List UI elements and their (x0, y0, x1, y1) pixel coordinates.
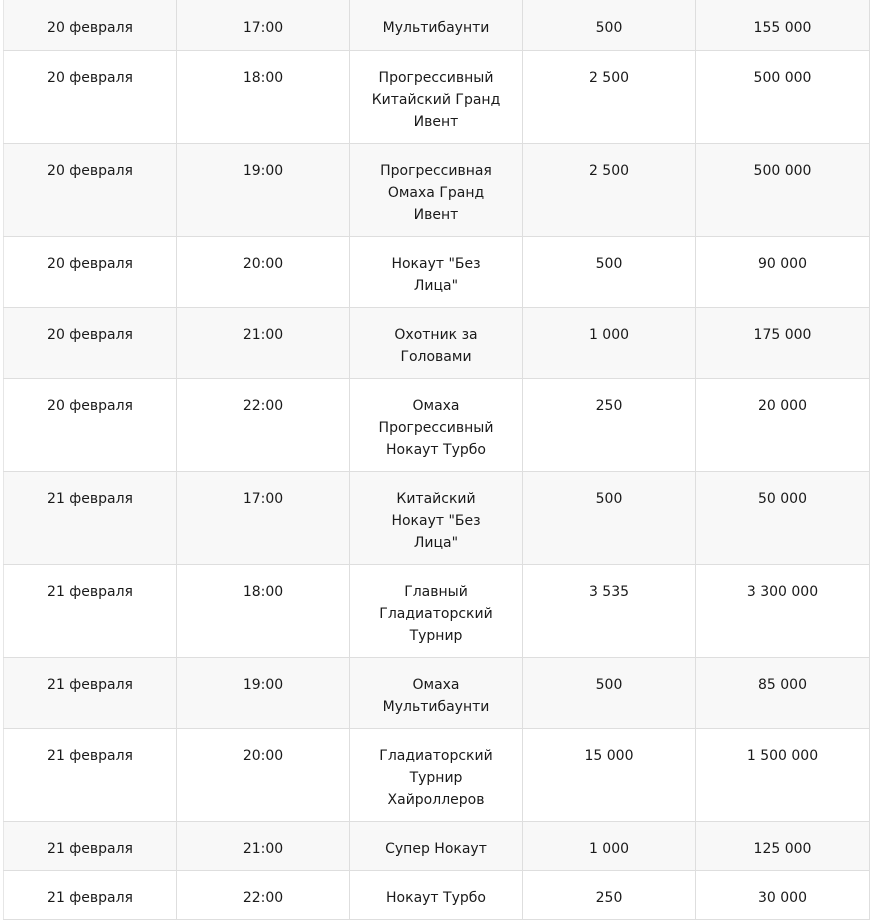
time-cell: 20:00 (177, 236, 350, 307)
tournament-name-cell: Супер Нокаут (350, 821, 523, 870)
time-cell: 20:00 (177, 728, 350, 821)
table-row (4, 728, 870, 821)
time-cell: 22:00 (177, 378, 350, 471)
time-cell: 17:00 (177, 0, 350, 50)
guarantee-cell: 3 300 000 (696, 564, 870, 657)
buyin-cell: 2 500 (523, 143, 696, 236)
guarantee-cell: 50 000 (696, 471, 870, 564)
guarantee-cell: 500 000 (696, 143, 870, 236)
buyin-cell: 250 (523, 870, 696, 919)
buyin-cell: 500 (523, 471, 696, 564)
table-row (4, 564, 870, 657)
table-row (4, 378, 870, 471)
time-cell: 18:00 (177, 50, 350, 143)
date-cell: 21 февраля (4, 728, 177, 821)
time-cell: 21:00 (177, 821, 350, 870)
tournament-name-cell: Омаха Мультибаунти (350, 657, 523, 728)
table-row (4, 50, 870, 143)
date-cell: 21 февраля (4, 657, 177, 728)
guarantee-cell: 500 000 (696, 50, 870, 143)
date-cell: 20 февраля (4, 307, 177, 378)
buyin-cell: 15 000 (523, 728, 696, 821)
tournament-name-cell: Прогрессивный Китайский Гранд Ивент (350, 50, 523, 143)
buyin-cell: 500 (523, 236, 696, 307)
guarantee-cell: 30 000 (696, 870, 870, 919)
guarantee-cell: 85 000 (696, 657, 870, 728)
guarantee-cell: 155 000 (696, 0, 870, 50)
guarantee-cell: 20 000 (696, 378, 870, 471)
tournament-name-cell: Нокаут Турбо (350, 870, 523, 919)
date-cell: 20 февраля (4, 236, 177, 307)
time-cell: 19:00 (177, 657, 350, 728)
guarantee-cell: 1 500 000 (696, 728, 870, 821)
time-cell: 22:00 (177, 870, 350, 919)
table-row (4, 307, 870, 378)
tournament-schedule-table (3, 0, 870, 920)
guarantee-cell: 175 000 (696, 307, 870, 378)
date-cell: 20 февраля (4, 0, 177, 50)
date-cell: 20 февраля (4, 143, 177, 236)
buyin-cell: 3 535 (523, 564, 696, 657)
table-row (4, 821, 870, 870)
guarantee-cell: 90 000 (696, 236, 870, 307)
buyin-cell: 500 (523, 0, 696, 50)
table-row (4, 471, 870, 564)
date-cell: 21 февраля (4, 564, 177, 657)
table-row (4, 0, 870, 50)
tournament-name-cell: Китайский Нокаут "Без Лица" (350, 471, 523, 564)
date-cell: 20 февраля (4, 50, 177, 143)
table-row (4, 870, 870, 919)
table-row (4, 143, 870, 236)
buyin-cell: 1 000 (523, 821, 696, 870)
time-cell: 17:00 (177, 471, 350, 564)
buyin-cell: 1 000 (523, 307, 696, 378)
time-cell: 18:00 (177, 564, 350, 657)
date-cell: 20 февраля (4, 378, 177, 471)
time-cell: 19:00 (177, 143, 350, 236)
table-row (4, 657, 870, 728)
date-cell: 21 февраля (4, 870, 177, 919)
buyin-cell: 250 (523, 378, 696, 471)
buyin-cell: 2 500 (523, 50, 696, 143)
tournament-name-cell: Гладиаторский Турнир Хайроллеров (350, 728, 523, 821)
date-cell: 21 февраля (4, 821, 177, 870)
tournament-name-cell: Охотник за Головами (350, 307, 523, 378)
table-row (4, 236, 870, 307)
tournament-name-cell: Главный Гладиаторский Турнир (350, 564, 523, 657)
tournament-name-cell: Омаха Прогрессивный Нокаут Турбо (350, 378, 523, 471)
tournament-name-cell: Мультибаунти (350, 0, 523, 50)
tournament-name-cell: Прогрессивная Омаха Гранд Ивент (350, 143, 523, 236)
buyin-cell: 500 (523, 657, 696, 728)
time-cell: 21:00 (177, 307, 350, 378)
guarantee-cell: 125 000 (696, 821, 870, 870)
tournament-name-cell: Нокаут "Без Лица" (350, 236, 523, 307)
date-cell: 21 февраля (4, 471, 177, 564)
